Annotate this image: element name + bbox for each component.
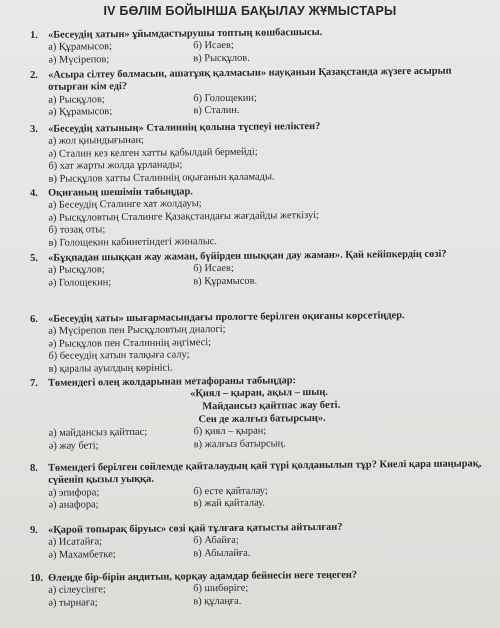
- option-ae[interactable]: ә) Рысқұлов пен Сталиннің әңгімесі;: [48, 336, 212, 350]
- options: [48, 261, 490, 290]
- option-a[interactable]: а) эпифора;: [48, 487, 100, 499]
- poem-line: «Қиял – қыран, ақыл – шың.: [190, 387, 329, 400]
- question-number: 10.: [30, 572, 44, 584]
- option-b[interactable]: б) Исаев;: [193, 263, 234, 275]
- option-a[interactable]: а) Құрамысов;: [48, 41, 113, 54]
- question-10: [30, 568, 490, 610]
- question-body: «Бесеудің хаты» шығармасындағы прологте берілген оқиғаны көрсетіңдер.: [47, 310, 405, 325]
- options: [48, 90, 490, 119]
- question-9: [30, 520, 490, 562]
- poem-line: Майдансыз қайтпас жау беті.: [202, 399, 341, 413]
- question-body: «Бесеудің хатын» ұйымдастырушы топтың көшбасшысы.: [47, 26, 323, 41]
- option-ae[interactable]: ә) жау беті;: [48, 439, 99, 452]
- question-number: 3.: [30, 123, 38, 135]
- question-number: 5.: [30, 252, 38, 264]
- option-b[interactable]: б) Абайға;: [193, 535, 239, 547]
- options: [48, 533, 490, 562]
- option-b[interactable]: б) бесеудің хатын талқыға салу;: [48, 349, 190, 363]
- question-number: 9.: [30, 524, 38, 536]
- option-a[interactable]: а) майдансыз қайтпас;: [48, 426, 148, 439]
- question-body: Оқиғаның шешімін табыңдар.: [47, 186, 193, 199]
- options: [48, 322, 490, 376]
- poem-excerpt: [172, 386, 490, 427]
- options: [48, 581, 490, 610]
- question-number: 6.: [30, 313, 38, 325]
- option-b[interactable]: б) шибөріге;: [193, 583, 249, 595]
- question-7: [30, 373, 491, 453]
- option-v[interactable]: в) Сталин.: [193, 105, 240, 117]
- question-number: 7.: [30, 377, 38, 389]
- question-number: 2.: [30, 69, 38, 81]
- question-number: 4.: [30, 187, 38, 199]
- option-b[interactable]: б) Голощекин;: [193, 92, 257, 105]
- option-v[interactable]: в) Рысқұлов хатты Сталиннің оқығанын қаламады.: [48, 171, 275, 185]
- option-b[interactable]: б) Исаев;: [193, 40, 234, 52]
- option-ae[interactable]: ә) Сталин кез келген хатты қабылдай бермейді;: [48, 146, 258, 160]
- question-3: [30, 119, 491, 186]
- options: [48, 196, 490, 250]
- option-a[interactable]: а) сілеусінге;: [48, 584, 106, 597]
- option-a[interactable]: а) Рысқұлов;: [48, 94, 105, 106]
- option-v[interactable]: в) Құрамысов.: [193, 275, 258, 288]
- options: [48, 132, 490, 186]
- option-v[interactable]: в) Абылайға.: [193, 547, 251, 560]
- option-a[interactable]: а) Рысқұлов;: [48, 264, 105, 277]
- option-ae[interactable]: ә) Мүсірепов;: [48, 53, 110, 66]
- question-number: 1.: [30, 29, 38, 41]
- question-body: Төмендегі берілген сөйлемде қайталаудың қай түрі қолданылып тұр? Киелі қара шаңырақ, сүйеніп қызыл уыққа.: [47, 458, 482, 487]
- poem-line: Сен де жалғыз батырсың».: [198, 412, 326, 425]
- option-b[interactable]: б) хат жарты жолда ұрланады;: [48, 159, 183, 173]
- question-body: «Бесеудің хатының» Сталиннің қолына түспеуі нелiктен?: [47, 120, 321, 135]
- option-a[interactable]: а) жол қиындығынан;: [48, 135, 144, 148]
- option-ae[interactable]: ә) Рысқұловтың Сталинге Қазақстандағы жағдайды жеткізуі;: [48, 209, 320, 224]
- option-v[interactable]: в) Голощекин кабинетіндегі жиналыс.: [48, 235, 218, 249]
- options: [48, 483, 490, 512]
- option-ae[interactable]: ә) анафора;: [48, 499, 99, 512]
- option-a[interactable]: а) Исатайға;: [48, 536, 103, 549]
- option-b[interactable]: б) тозақ оты;: [48, 224, 106, 237]
- question-body: Өлеңде бір-бірін аңдитын, қорқау адамдар бейнесін неге теңеген?: [47, 569, 358, 584]
- option-v[interactable]: в) құлаңға.: [193, 595, 242, 608]
- question-1: [30, 25, 490, 67]
- option-v[interactable]: в) Рысқұлов.: [193, 52, 250, 65]
- option-ae[interactable]: ә) Құрамысов;: [48, 106, 113, 119]
- options: [49, 423, 491, 452]
- question-body: «Бұқпадан шыққан жау жаман, бүйірден шыққан дау жаман». Қай кейіпкердің сөзі?: [47, 248, 447, 264]
- option-ae[interactable]: ә) тырнаға;: [48, 597, 98, 609]
- question-body: Төмендегі өлең жолдарынан метафораны табыңдар:: [47, 375, 297, 389]
- question-8: [30, 458, 490, 512]
- option-b[interactable]: б) есте қайталау;: [193, 485, 268, 498]
- question-4: [30, 183, 491, 250]
- option-v[interactable]: в) жалғыз батырсың.: [193, 437, 286, 450]
- option-a[interactable]: а) Бесеудің Сталинге хат жолдауы;: [48, 198, 202, 212]
- question-2: [30, 65, 490, 119]
- question-body: «Қарой топырақ біруыс» сөзі қай тұлғаға қатысты айтылған?: [47, 521, 343, 536]
- option-a[interactable]: а) Мүсірепов пен Рысқұловтың диалогі;: [48, 324, 226, 338]
- question-5: [30, 248, 490, 290]
- options: [48, 38, 490, 67]
- page-title: IV БӨЛІМ БОЙЫНША БАҚЫЛАУ ЖҰМЫСТАРЫ: [103, 4, 397, 18]
- option-v[interactable]: в) қаралы ауылдың көрінісі.: [48, 362, 173, 375]
- question-number: 8.: [30, 462, 38, 474]
- question-6: [30, 309, 491, 376]
- option-ae[interactable]: ә) Махамбетке;: [48, 548, 116, 561]
- option-b[interactable]: б) қиял – қыран;: [193, 425, 267, 438]
- option-ae[interactable]: ә) Голощекин;: [48, 276, 112, 289]
- question-body: «Асыра сілтеу болмасын, ашатұяқ қалмасын» науқанын Қазақстанда жүзеге асырып отырған кім еді?: [47, 65, 452, 94]
- option-v[interactable]: в) жай қайталау.: [193, 497, 266, 510]
